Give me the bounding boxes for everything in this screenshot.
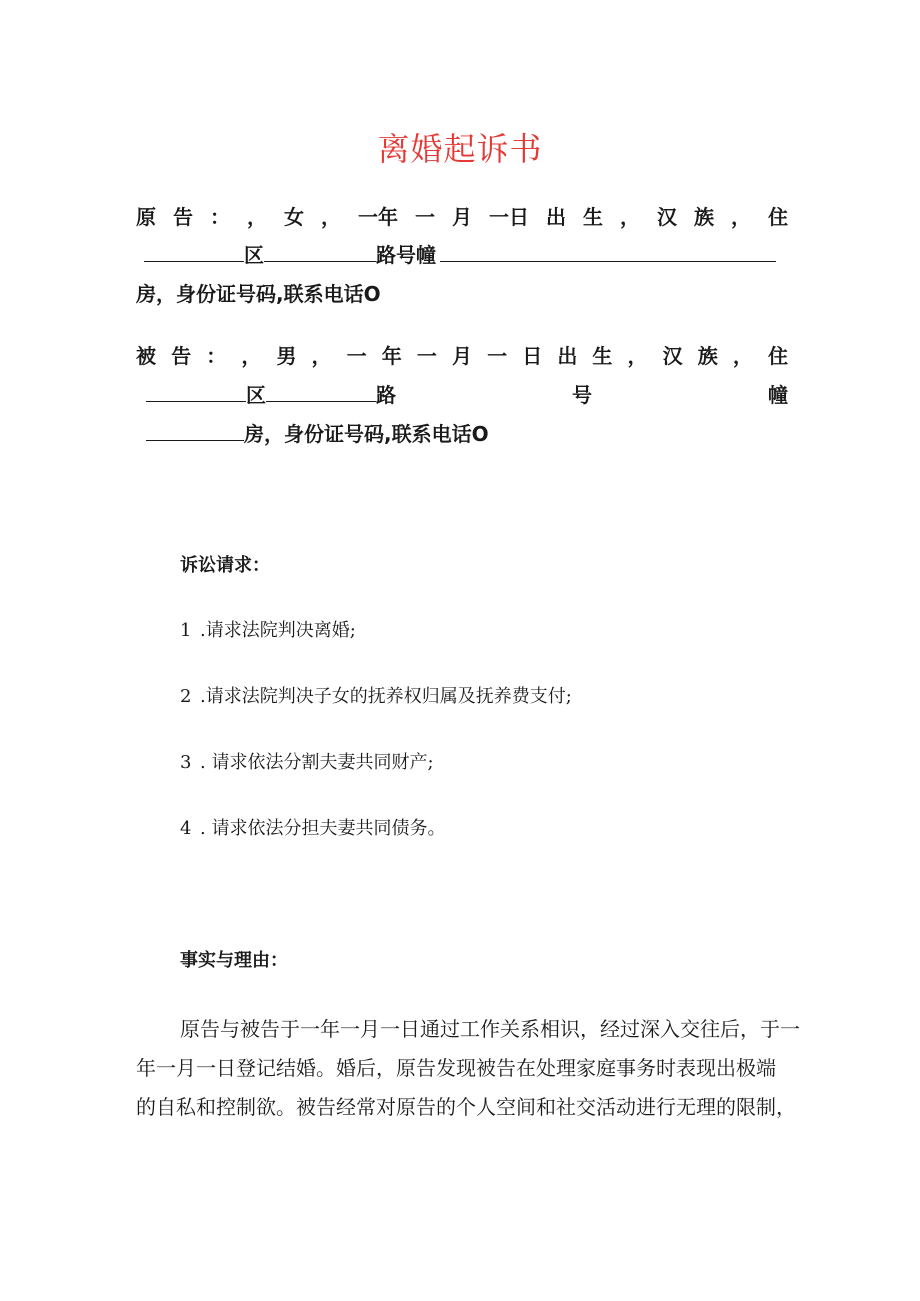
- defendant-token: 日: [522, 344, 543, 368]
- plaintiff-token: 族: [694, 205, 714, 229]
- defendant-line-2: [146, 381, 788, 409]
- defendant-token: ，: [311, 344, 332, 368]
- defendant-token: 生: [592, 344, 613, 368]
- blank-underline: [264, 241, 376, 262]
- claim-text: .请求法院判决子女的抚养权归属及抚养费支付;: [200, 686, 572, 707]
- facts-heading: 事实与理由：: [180, 950, 288, 971]
- plaintiff-token: 一日: [489, 205, 529, 229]
- claim-number: 2: [180, 686, 192, 707]
- defendant-line-3-text: 房，身份证号码,联系电话O: [244, 422, 489, 446]
- claim-item: [180, 684, 572, 710]
- claim-item: [180, 618, 356, 644]
- district-label: 区: [244, 243, 264, 267]
- plaintiff-token: 生: [583, 205, 603, 229]
- defendant-token: 月: [451, 344, 472, 368]
- number-label: 号: [572, 383, 592, 407]
- plaintiff-line-3: 房，身份证号码,联系电话O: [136, 282, 381, 306]
- plaintiff-token: ，: [247, 205, 267, 229]
- defendant-line-1: [136, 342, 788, 370]
- plaintiff-token: 住: [768, 205, 788, 229]
- defendant-token: 汉: [662, 344, 683, 368]
- plaintiff-token: 汉: [657, 205, 677, 229]
- road-label: 路: [376, 383, 396, 407]
- facts-line: 的自私和控制欲。被告经常对原告的个人空间和社交活动进行无理的限制，: [136, 1095, 796, 1119]
- road-label: 路号幢: [376, 243, 436, 267]
- defendant-token: ，: [627, 344, 648, 368]
- blank-underline: [144, 241, 244, 262]
- district-label: 区: [246, 383, 266, 407]
- plaintiff-token: 月: [452, 205, 472, 229]
- defendant-token: 一: [487, 344, 508, 368]
- plaintiff-token: ：: [210, 205, 230, 229]
- defendant-line-3: [146, 420, 798, 448]
- defendant-token: ：: [206, 344, 227, 368]
- plaintiff-token: 出: [546, 205, 566, 229]
- plaintiff-token: ，: [321, 205, 341, 229]
- defendant-token: 年: [381, 344, 402, 368]
- building-label: 幢: [768, 383, 788, 407]
- claim-text: . 请求依法分割夫妻共同财产;: [200, 752, 434, 773]
- plaintiff-token: 一: [415, 205, 435, 229]
- claim-number: 3: [180, 752, 192, 773]
- facts-line: 原告与被告于一年一月一日通过工作关系相识，经过深入交往后，于一: [180, 1017, 800, 1041]
- blank-underline: [266, 381, 376, 402]
- blank-underline: [146, 381, 246, 402]
- plaintiff-line-1: [136, 203, 788, 231]
- plaintiff-line-2: [144, 241, 784, 269]
- defendant-token: 族: [697, 344, 718, 368]
- claim-number: 4: [180, 818, 192, 839]
- facts-line: 年一月一日登记结婚。婚后，原告发现被告在处理家庭事务时表现出极端: [136, 1056, 776, 1080]
- claim-item: [180, 750, 434, 776]
- defendant-token: 一: [346, 344, 367, 368]
- defendant-token: 一: [416, 344, 437, 368]
- plaintiff-token: 原: [136, 205, 156, 229]
- claims-heading: 诉讼请求：: [180, 555, 270, 576]
- blank-underline: [146, 420, 244, 441]
- plaintiff-token: ，: [620, 205, 640, 229]
- page-title: 离婚起诉书: [377, 130, 543, 168]
- plaintiff-token: 女: [284, 205, 304, 229]
- defendant-token: 出: [557, 344, 578, 368]
- defendant-token: 被: [136, 344, 156, 368]
- blank-underline: [440, 241, 776, 262]
- plaintiff-token: 一年: [358, 205, 398, 229]
- defendant-token: ，: [732, 344, 753, 368]
- plaintiff-token: ，: [731, 205, 751, 229]
- defendant-token: 告: [171, 344, 192, 368]
- claim-text: .请求法院判决离婚;: [200, 620, 356, 641]
- claim-text: . 请求依法分担夫妻共同债务。: [200, 818, 446, 839]
- defendant-token: 男: [276, 344, 297, 368]
- plaintiff-token: 告: [173, 205, 193, 229]
- defendant-token: 住: [767, 344, 788, 368]
- defendant-token: ，: [241, 344, 262, 368]
- claim-item: [180, 816, 445, 842]
- claim-number: 1: [180, 620, 192, 641]
